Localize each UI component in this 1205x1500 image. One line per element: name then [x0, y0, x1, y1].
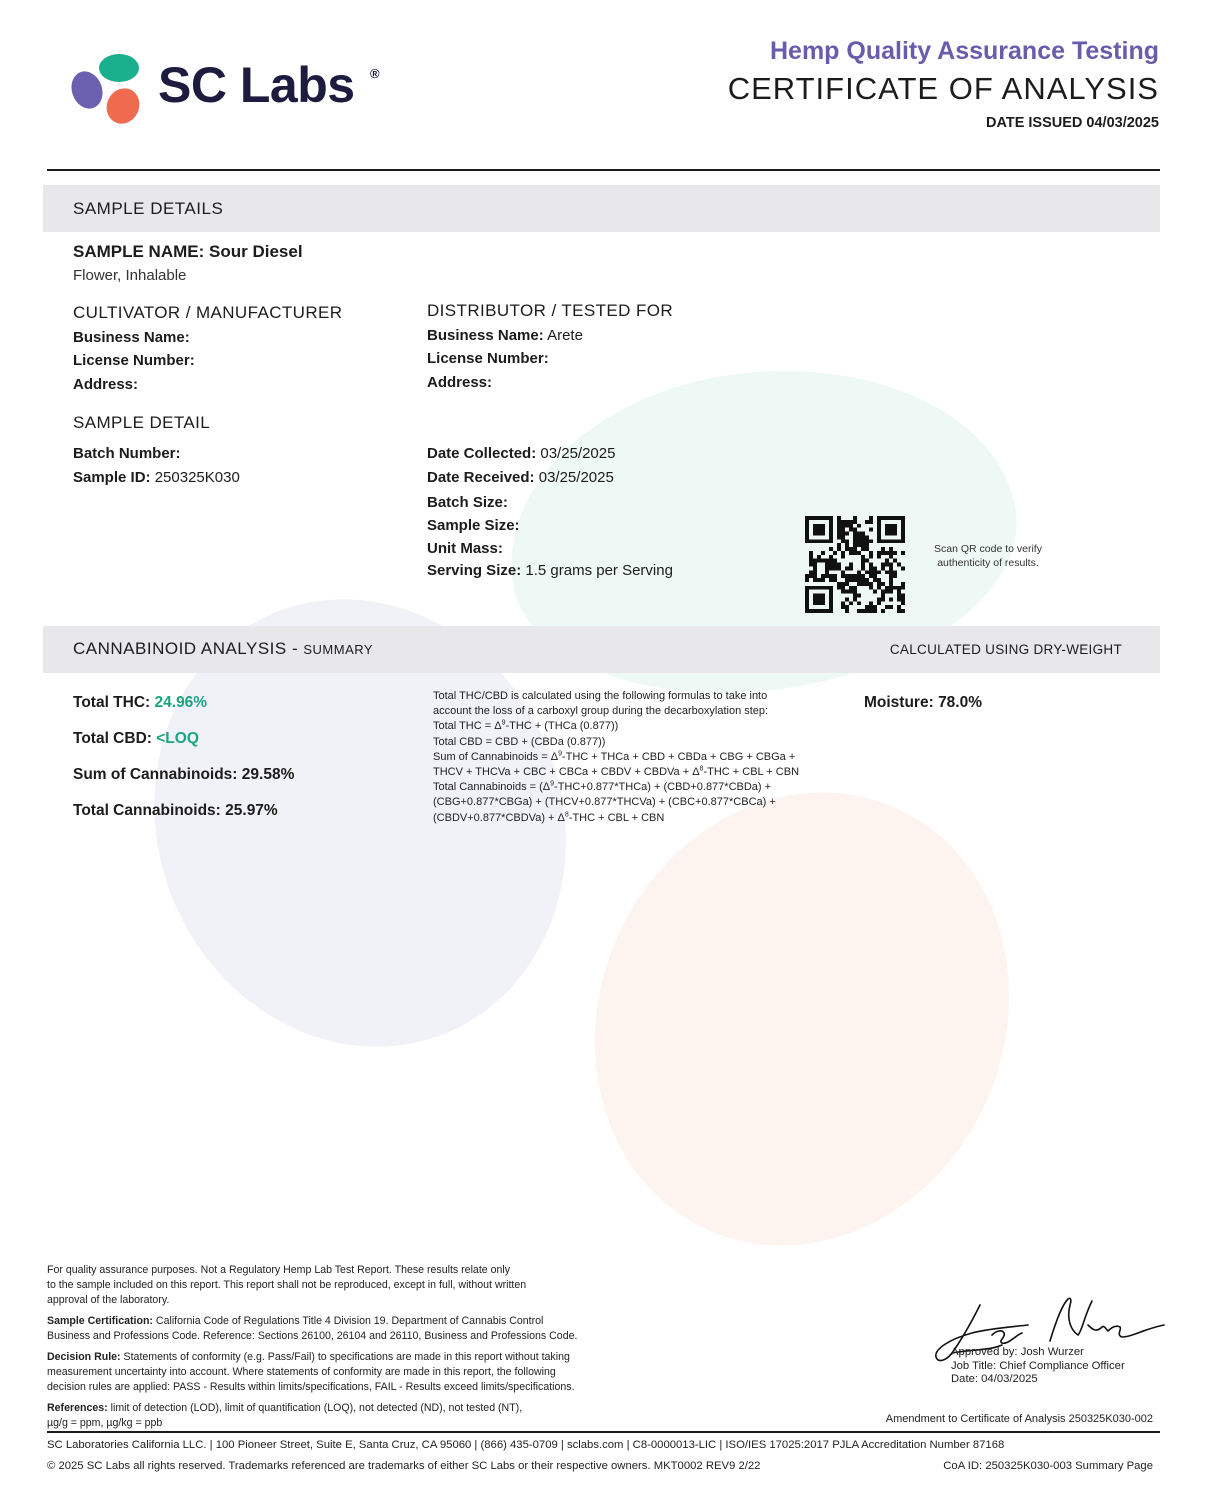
- unit-mass-label: Unit Mass:: [427, 540, 503, 557]
- lab-address-line: SC Laboratories California LLC. | 100 Pioneer Street, Suite E, Santa Cruz, CA 95060 | (866) 435-0709 | sclabs.com | C8-0000013-LIC | ISO/IES 17025:2017 PJLA Accreditation Number 87168: [47, 1439, 1005, 1451]
- logo-mark-icon: [70, 52, 142, 128]
- cultivator-business-name-label: Business Name:: [73, 329, 190, 346]
- cannabinoid-title-suffix: SUMMARY: [303, 642, 374, 657]
- approval-block: [951, 1346, 1125, 1387]
- sample-type: Flower, Inhalable: [73, 267, 187, 284]
- sample-name: [73, 242, 303, 262]
- total-cbd: [73, 730, 199, 748]
- total-thc-value: 24.96%: [154, 694, 208, 711]
- total-thc-label: Total THC:: [73, 694, 151, 711]
- formula-block: [433, 689, 853, 826]
- logo: [70, 52, 390, 128]
- total-cannabinoids-label: Total Cannabinoids:: [73, 802, 221, 819]
- qr-code-icon: [805, 516, 905, 613]
- quality-assurance-note: For quality assurance purposes. Not a Regulatory Hemp Lab Test Report. These results relate only to the sample included on this report. This report shall not be reproduced, except in full, without written approval of the laboratory.: [47, 1264, 527, 1307]
- approved-by: Approved by: Josh Wurzer: [951, 1346, 1084, 1358]
- cannabinoid-title: [73, 639, 373, 659]
- date-issued: DATE ISSUED 04/03/2025: [985, 115, 1159, 131]
- date-received: [427, 469, 614, 486]
- formula-intro-line-2: account the loss of a carboxyl group during the decarboxylation step:: [433, 705, 769, 718]
- serving-size-value: 1.5 grams per Serving: [525, 562, 673, 579]
- moisture-value: 78.0%: [938, 694, 983, 711]
- cultivator-heading: CULTIVATOR / MANUFACTURER: [73, 303, 343, 322]
- serving-size: [427, 562, 673, 579]
- sample-id-label: Sample ID:: [73, 469, 151, 486]
- formula-intro-line-1: Total THC/CBD is calculated using the following formulas to take into: [433, 690, 768, 702]
- distributor-address-label: Address:: [427, 374, 493, 391]
- decision-rule: Decision Rule: Statements of conformity (e.g. Pass/Fail) to specifications are made in this report without taking measurement uncertainty into account. Where statements of conformity are made in this report, the following decision rules are applied: PASS - Results within limits/specifications, FAIL - Results exceed limits/specifications.: [47, 1351, 575, 1394]
- formula-sum-line-2: THCV + THCVa + CBC + CBCa + CBDV + CBDVa + $\Delta^8$-THC + CBL + CBN: [433, 765, 800, 779]
- distributor-license-label: License Number:: [427, 350, 549, 367]
- references: References: limit of detection (LOD), limit of quantification (LOQ), not detected (ND), not tested (NT), µg/g = ppm, µg/kg = ppb: [47, 1402, 523, 1430]
- decision-rule-label: Decision Rule:: [47, 1351, 121, 1363]
- batch-size-label: Batch Size:: [427, 494, 508, 511]
- calc-note: CALCULATED USING DRY-WEIGHT: [889, 642, 1122, 657]
- cultivator-address-label: Address:: [73, 376, 139, 393]
- moisture: [864, 694, 982, 712]
- distributor-business-name-label: Business Name:: [427, 327, 544, 344]
- sample-certification-label: Sample Certification:: [47, 1315, 153, 1327]
- sum-of-cannabinoids: [73, 766, 294, 784]
- trademark-symbol: ®: [370, 66, 380, 81]
- distributor-business-name: [427, 327, 583, 344]
- formula-total-cbd: Total CBD = CBD + (CBDa (0.877)): [433, 735, 606, 748]
- header-subtitle: Hemp Quality Assurance Testing: [770, 37, 1159, 65]
- sample-size-label: Sample Size:: [427, 517, 520, 534]
- date-collected: [427, 445, 615, 462]
- sample-name-value: Sour Diesel: [209, 242, 303, 261]
- approved-date: Date: 04/03/2025: [951, 1373, 1038, 1385]
- formula-total-line-1: Total Cannabinoids = $(\Delta^9-THC+0.877*THCa)$ + (CBD+0.877*CBDa) +: [433, 780, 772, 794]
- sample-id: [73, 469, 240, 486]
- sample-detail-heading: SAMPLE DETAIL: [73, 413, 211, 432]
- total-cbd-label: Total CBD:: [73, 730, 152, 747]
- date-received-label: Date Received:: [427, 469, 535, 486]
- total-cbd-value: <LOQ: [156, 730, 199, 747]
- qr-caption-line-2: authenticity of results.: [937, 556, 1039, 569]
- sample-details-title: SAMPLE DETAILS: [73, 199, 224, 218]
- coa-id: CoA ID: 250325K030-003 Summary Page: [943, 1460, 1153, 1472]
- formula-sum-line-1: Sum of Cannabinoids = $\Delta^9$-THC + THCa + CBD + CBDa + CBG + CBGa +: [433, 750, 796, 763]
- references-label: References:: [47, 1402, 108, 1414]
- distributor-business-name-value: Arete: [547, 327, 583, 344]
- total-cannabinoids: [73, 802, 278, 820]
- qr-caption-line-1: Scan QR code to verify: [934, 543, 1042, 555]
- sample-certification: Sample Certification: California Code of Regulations Title 4 Division 19. Department of Cannabis Control Business and Professions Code. Reference: Sections 26100, 26104 and 26110, Business and Professions Code.: [47, 1315, 578, 1343]
- cannabinoid-title-main: CANNABINOID ANALYSIS -: [73, 639, 299, 658]
- sum-of-cannabinoids-label: Sum of Cannabinoids:: [73, 766, 238, 783]
- formula-total-line-3: (CBDV+0.877*CBDVa) + $\Delta^8$-THC + CBL + CBN: [433, 810, 665, 824]
- footer-divider: [47, 1431, 1160, 1433]
- distributor-heading: DISTRIBUTOR / TESTED FOR: [427, 301, 674, 320]
- serving-size-label: Serving Size:: [427, 562, 522, 579]
- amendment-note: Amendment to Certificate of Analysis 250325K030-002: [885, 1413, 1153, 1425]
- batch-number-label: Batch Number:: [73, 445, 181, 462]
- formula-total-thc: Total THC = $\Delta^9$-THC + (THCa (0.877)): [433, 719, 619, 733]
- sample-name-label: SAMPLE NAME:: [73, 242, 205, 261]
- page-title: CERTIFICATE OF ANALYSIS: [727, 71, 1159, 106]
- cultivator-license-label: License Number:: [73, 352, 195, 369]
- qr-code[interactable]: [805, 516, 905, 613]
- qr-caption: [912, 543, 1064, 570]
- sample-id-value: 250325K030: [154, 469, 240, 486]
- brand-name: SC Labs: [158, 57, 355, 113]
- moisture-label: Moisture:: [864, 694, 934, 711]
- date-collected-label: Date Collected:: [427, 445, 537, 462]
- job-title: Job Title: Chief Compliance Officer: [951, 1359, 1125, 1372]
- sum-of-cannabinoids-value: 29.58%: [241, 766, 295, 783]
- formula-total-line-2: (CBG+0.877*CBGa) + (THCV+0.877*THCVa) + (CBC+0.877*CBCa) +: [433, 796, 776, 809]
- date-received-value: 03/25/2025: [538, 469, 614, 486]
- copyright-line: © 2025 SC Labs all rights reserved. Trademarks referenced are trademarks of either SC Labs or their respective owners. MKT0002 REV9 2/22: [47, 1460, 761, 1472]
- total-cannabinoids-value: 25.97%: [225, 802, 278, 819]
- date-collected-value: 03/25/2025: [540, 445, 616, 462]
- header-divider: [47, 169, 1160, 171]
- total-thc: [73, 694, 207, 712]
